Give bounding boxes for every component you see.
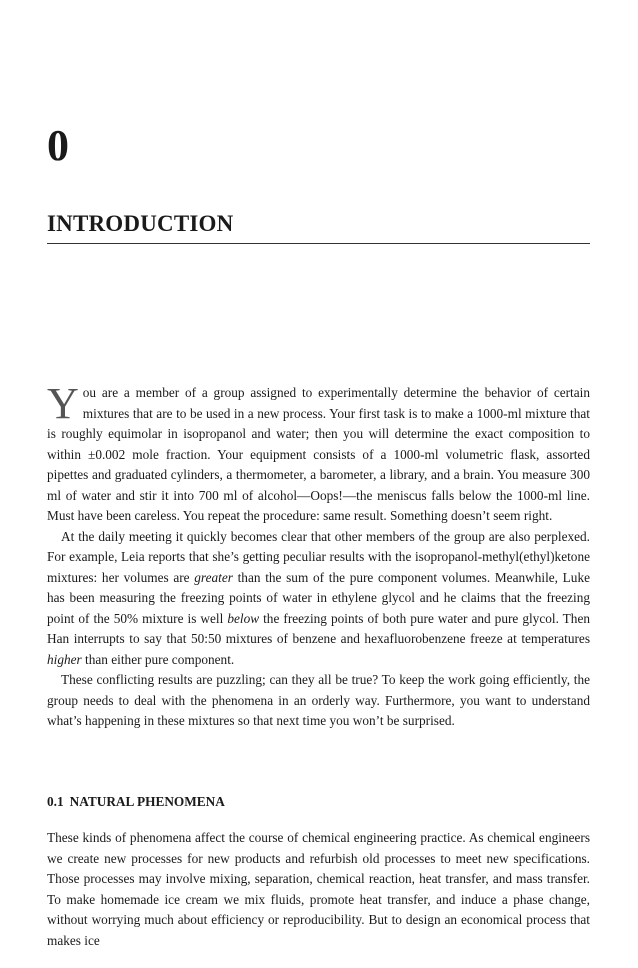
chapter-title: INTRODUCTION xyxy=(47,211,234,236)
emphasis-greater: greater xyxy=(194,569,233,585)
emphasis-below: below xyxy=(227,610,260,626)
section-heading xyxy=(47,792,225,812)
intro-paragraph-1-text: ou are a member of a group assigned to experimentally determine the behavior of certain mixtures that are to be used in a new process. Your first task is to make a 1000-ml mixture that is roughly equimolar in isopropanol and water; then you will determine the exact composition to within ±0.002 mole fraction. Your equipment consists of a 1000-ml volumetric flask, assorted pipettes and graduated cylinders, a thermometer, a barometer, a library, and a brain. You measure 300 ml of water and stir it into 700 ml of alcohol—Oops!—the meniscus falls below the 1000-ml line. Must have been careless. You repeat the procedure: same result. Something doesn’t seem right. xyxy=(47,385,590,523)
emphasis-higher: higher xyxy=(47,651,82,667)
intro-paragraph-2-text-d: than either pure component. xyxy=(81,651,235,667)
intro-paragraph-3: These conflicting results are puzzling; can they all be true? To keep the work going efficiently, the group needs to deal with the phenomena in an orderly way. Furthermore, you want to understand what’s happening in these mixtures so that next time you won’t be surprised. xyxy=(47,672,590,728)
intro-paragraph-1 xyxy=(47,379,590,527)
chapter-number: 0 xyxy=(47,121,69,170)
intro-paragraph-2-text-a: At the daily meeting it quickly becomes clear that other members of the group are also perplexed. For example, Leia reports that she’s getting peculiar results with the isopropanol-methyl(ethyl)ketone mixtures: her volumes are xyxy=(47,528,590,585)
introduction-text xyxy=(47,379,591,732)
section-title: NATURAL PHENOMENA xyxy=(69,794,225,809)
intro-paragraph-2-text-c: the freezing points of both pure water and pure glycol. Then Han interrupts to say that 50:50 mixtures of benzene and hexafluorobenzene freeze at temperatures xyxy=(47,610,590,646)
drop-cap: Y xyxy=(47,379,79,428)
intro-paragraph-2 xyxy=(47,527,590,671)
intro-paragraph-2-text-b: than the sum of the pure component volumes. Meanwhile, Luke has been measuring the freezing points of water in ethylene glycol and he claims that the freezing point of the 50% mixture is well xyxy=(47,569,591,626)
section-paragraph-1: These kinds of phenomena affect the course of chemical engineering practice. As chemical engineers we create new processes for new products and refurbish old processes to meet new specifications. Those processes may involve mixing, separation, chemical reaction, heat transfer, and mass transfer. To make homemade ice cream we mix fluids, promote heat transfer, and induce a phase change, without worrying much about efficiency or reproducibility. But to design an economical process that makes ice xyxy=(47,830,590,948)
section-number: 0.1 xyxy=(47,794,64,809)
title-rule xyxy=(47,243,590,244)
section-text xyxy=(47,828,590,951)
